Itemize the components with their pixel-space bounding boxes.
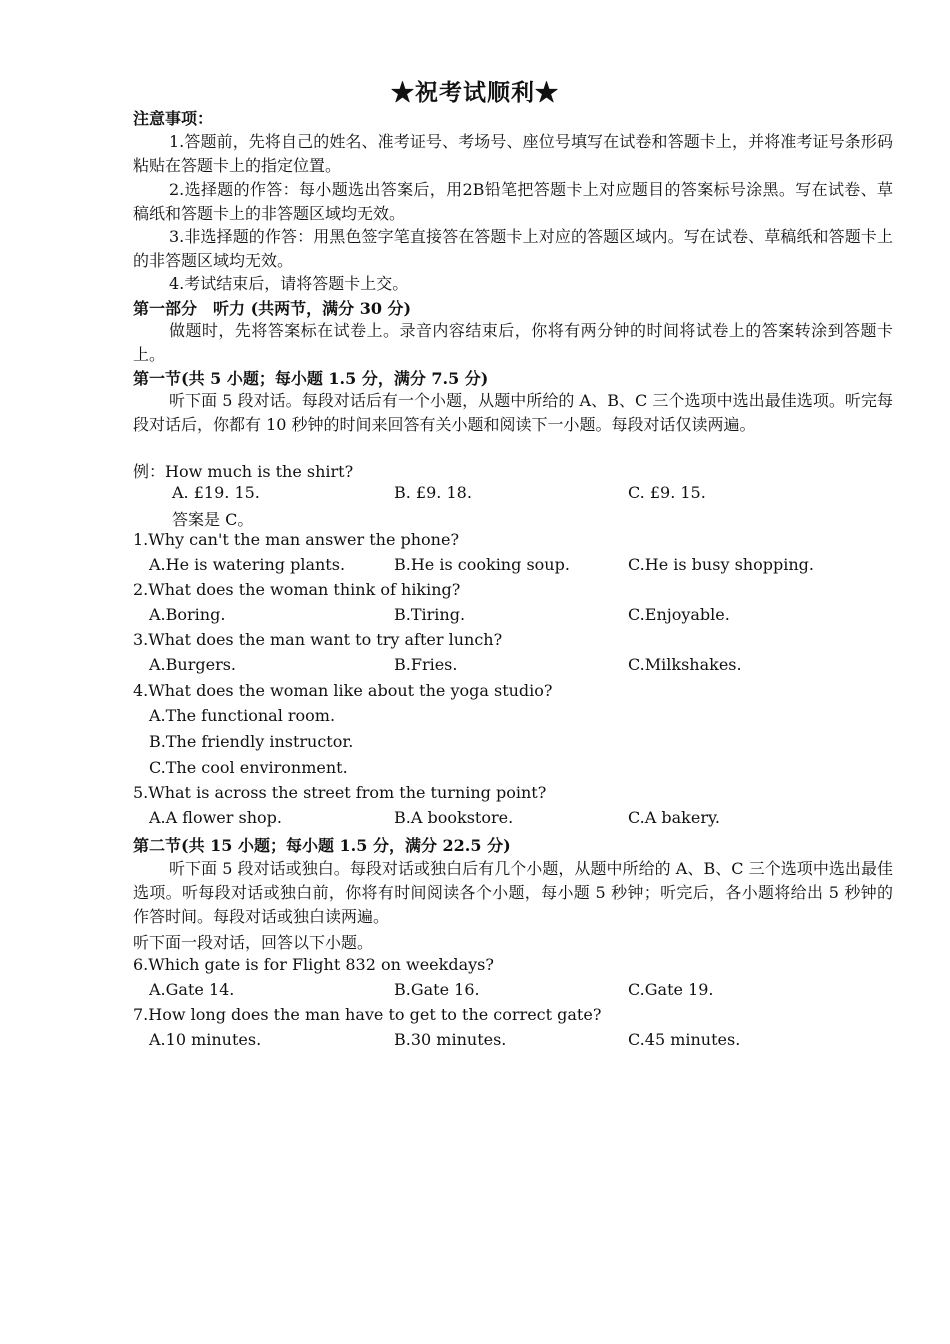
question-text: 3.What does the man want to try after lunch? — [133, 630, 503, 649]
option-a: A.The functional room. — [149, 706, 336, 725]
page-title: ★祝考试顺利★ — [391, 79, 559, 106]
option-a: A.Boring. — [149, 605, 226, 624]
option-c: C.The cool environment. — [149, 758, 348, 777]
section1-instruction: 听下面 5 段对话。每段对话后有一个小题，从题中所给的 A、B、C 三个选项中选出最佳选项。听完每段对话后，你都有 10 秒钟的时间来回答有关小题和阅读下一小题。每段对话仅读两遍。 — [133, 391, 893, 434]
option-b: B.A bookstore. — [394, 808, 514, 827]
option-c: C.Milkshakes. — [628, 655, 742, 674]
option-b: B.Tiring. — [394, 605, 466, 624]
example-option-b: B. £9. 18. — [394, 483, 472, 502]
option-a: A.Gate 14. — [149, 980, 235, 999]
question-text: 1.Why can't the man answer the phone? — [133, 530, 460, 549]
option-b: B.Fries. — [394, 655, 458, 674]
example-option-c: C. £9. 15. — [628, 483, 706, 502]
option-b: B.He is cooking soup. — [394, 555, 570, 574]
section1-heading: 第一节(共 5 小题；每小题 1.5 分，满分 7.5 分) — [133, 369, 489, 388]
note-item: 3.非选择题的作答：用黑色签字笔直接答在答题卡上对应的答题区域内。写在试卷、草稿纸和答题卡上的非答题区域均无效。 — [133, 227, 893, 270]
note-item: 2.选择题的作答：每小题选出答案后，用2B铅笔把答题卡上对应题目的答案标号涂黑。写在试卷、草稿纸和答题卡上的非答题区域均无效。 — [133, 180, 893, 223]
example-option-a: A. £19. 15. — [172, 483, 260, 502]
option-a: A.He is watering plants. — [149, 555, 346, 574]
section2-instruction: 听下面 5 段对话或独白。每段对话或独白后有几个小题，从题中所给的 A、B、C 三个选项中选出最佳选项。听每段对话或独白前，你将有时间阅读各个小题，每小题 5 秒钟；听完后，各小题将给出 5 秒钟的作答时间。每段对话或独白读两遍。 — [133, 859, 893, 926]
dialogue-intro: 听下面一段对话，回答以下小题。 — [133, 933, 374, 952]
note-item: 1.答题前，先将自己的姓名、准考证号、考场号、座位号填写在试卷和答题卡上，并将准考证号条形码粘贴在答题卡上的指定位置。 — [133, 132, 893, 175]
option-b: B.30 minutes. — [394, 1030, 507, 1049]
question-text: 5.What is across the street from the turning point? — [133, 783, 547, 802]
option-c: C.A bakery. — [628, 808, 720, 827]
example-answer: 答案是 C。 — [172, 510, 254, 529]
part1-instruction: 做题时，先将答案标在试卷上。录音内容结束后，你将有两分钟的时间将试卷上的答案转涂到答题卡上。 — [133, 321, 893, 364]
question-text: 2.What does the woman think of hiking? — [133, 580, 461, 599]
question-text: 4.What does the woman like about the yoga studio? — [133, 681, 553, 700]
option-a: A.Burgers. — [149, 655, 237, 674]
option-c: C.He is busy shopping. — [628, 555, 814, 574]
note-item: 4.考试结束后，请将答题卡上交。 — [169, 274, 409, 293]
notes-heading: 注意事项： — [133, 109, 214, 128]
option-c: C.45 minutes. — [628, 1030, 741, 1049]
option-c: C.Enjoyable. — [628, 605, 730, 624]
question-text: 7.How long does the man have to get to the correct gate? — [133, 1005, 602, 1024]
option-a: A.10 minutes. — [149, 1030, 262, 1049]
option-b: B.The friendly instructor. — [149, 732, 354, 751]
question-text: 6.Which gate is for Flight 832 on weekdays? — [133, 955, 494, 974]
example-question: 例：How much is the shirt? — [133, 462, 354, 481]
option-b: B.Gate 16. — [394, 980, 480, 999]
option-a: A.A flower shop. — [149, 808, 282, 827]
part1-heading: 第一部分 听力 (共两节，满分 30 分) — [133, 299, 412, 318]
option-c: C.Gate 19. — [628, 980, 714, 999]
section2-heading: 第二节(共 15 小题；每小题 1.5 分，满分 22.5 分) — [133, 836, 511, 855]
